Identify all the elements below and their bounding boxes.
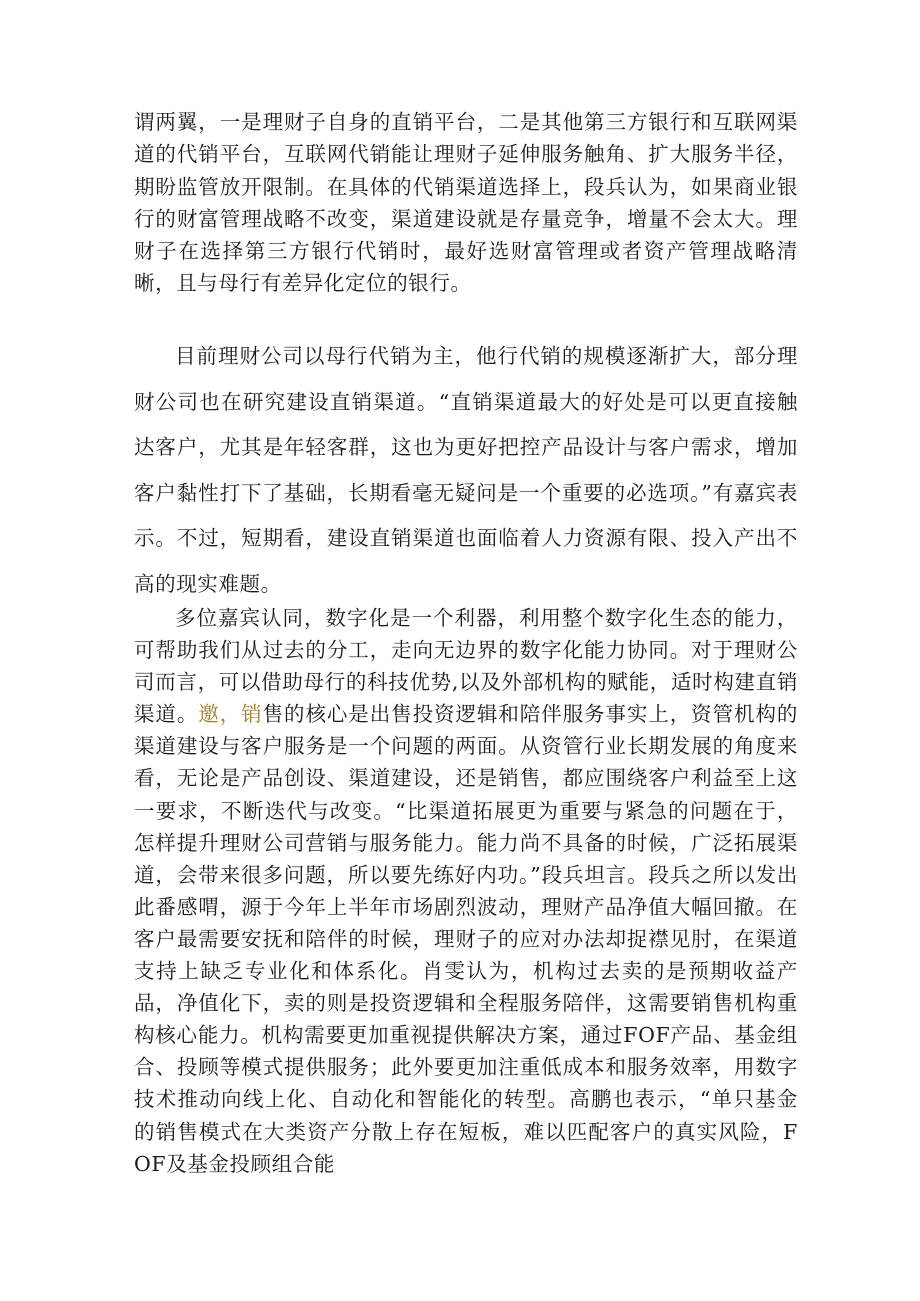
paragraph-3 <box>134 602 798 1180</box>
highlighted-text: 邀，销 <box>198 702 263 727</box>
paragraph-3-text-after: 售的核心是出售投资逻辑和陪伴服务事实上，资管机构的渠道建设与客户服务是一个问题的两面。从资管行业长期发展的角度来看，无论是产品创设、渠道建设，还是销售，都应围绕客户利益至上这一要求，不断迭代与改变。“比渠道拓展更为重要与紧急的问题在于，怎样提升理财公司营销与服务能力。能力尚不具备的时候，广泛拓展渠道，会带来很多问题，所以要先练好内功。”段兵坦言。段兵之所以发出此番感喟，源于今年上半年市场剧烈波动，理财产品净值大幅回撤。在客户最需要安抚和陪伴的时候，理财子的应对办法却捉襟见肘，在渠道支持上缺乏专业化和体系化。肖雯认为，机构过去卖的是预期收益产品，净值化下，卖的则是投资逻辑和全程服务陪伴，这需要销售机构重构核心能力。机构需要更加重视提供解决方案，通过FOF产品、基金组合、投顾等模式提供服务；此外要更加注重低成本和服务效率，用数字技术推动向线上化、自动化和智能化的转型。高鹏也表示，“单只基金的销售模式在大类资产分散上存在短板，难以匹配客户的真实风险，FOF及基金投顾组合能 <box>134 702 798 1176</box>
paragraph-3-text-before: 多位嘉宾认同，数字化是一个利器，利用整个数字化生态的能力，可帮助我们从过去的分工，走向无边界的数字化能力协同。对于理财公司而言，可以借助母行的科技优势,以及外部机构的赋能，适时构建直销渠道。 <box>134 606 798 727</box>
paragraph-2: 目前理财公司以母行代销为主，他行代销的规模逐渐扩大，部分理财公司也在研究建设直销渠道。“直销渠道最大的好处是可以更直接触达客户，尤其是年轻客群，这也为更好把控产品设计与客户需求，增加客户黏性打下了基础，长期看毫无疑问是一个重要的必选项。”有嘉宾表示。不过，短期看，建设直销渠道也面临着人力资源有限、投入产出不高的现实难题。 <box>134 344 798 596</box>
paragraph-1: 谓两翼，一是理财子自身的直销平台，二是其他第三方银行和互联网渠道的代销平台，互联网代销能让理财子延伸服务触角、扩大服务半径，期盼监管放开限制。在具体的代销渠道选择上，段兵认为，如果商业银行的财富管理战略不改变，渠道建设就是存量竞争，增量不会太大。理财子在选择第三方银行代销时，最好选财富管理或者资产管理战略清晰，且与母行有差异化定位的银行。 <box>134 110 798 296</box>
